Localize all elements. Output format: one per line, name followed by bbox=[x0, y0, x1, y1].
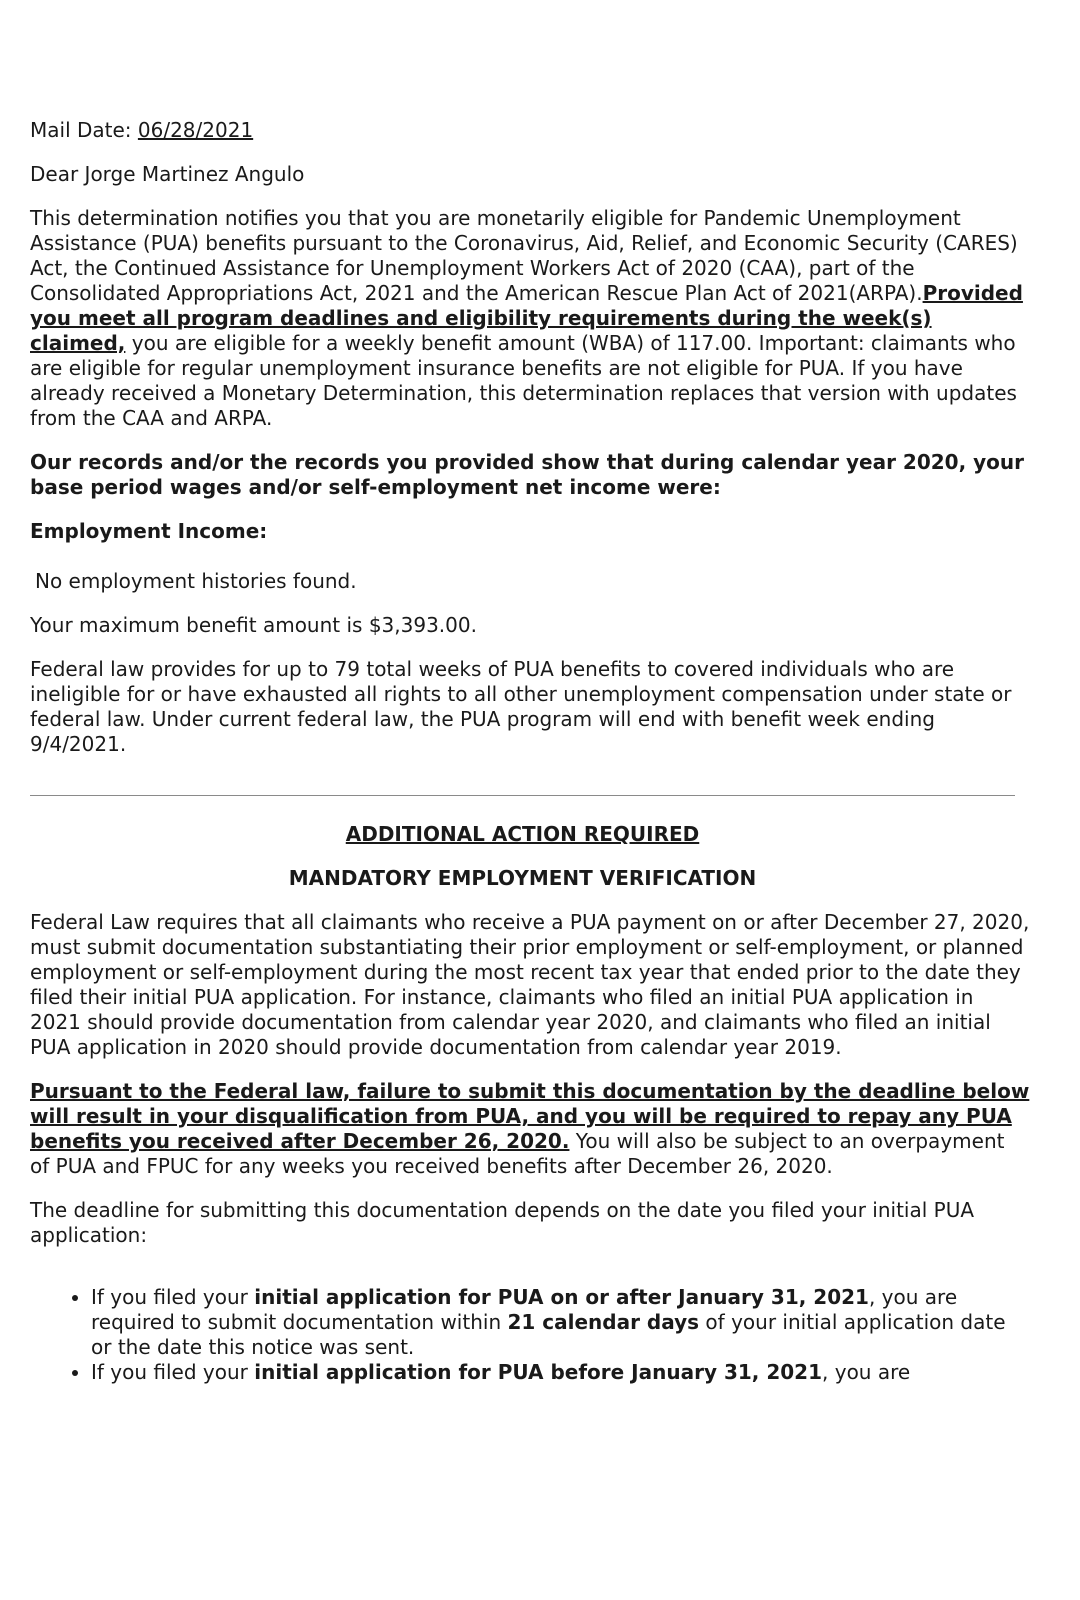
deadline-bullet-list bbox=[30, 1285, 1030, 1385]
bullet-text-bold-2: 21 calendar days bbox=[507, 1310, 700, 1334]
employment-income-heading: Employment Income: bbox=[30, 519, 268, 543]
deadline-bullet bbox=[91, 1360, 1030, 1385]
federal-law-weeks-paragraph: Federal law provides for up to 79 total weeks of PUA benefits to covered individuals who are ineligible for or have exhausted all rights to all other unemployment compensation under state or federal law. Under current federal law, the PUA program will end with benefit week ending 9/4/2021. bbox=[30, 657, 1012, 756]
bullet-text-bold: initial application for PUA before January 31, 2021 bbox=[254, 1360, 823, 1384]
disqualification-warning-paragraph bbox=[30, 1079, 1030, 1179]
deadline-bullet bbox=[91, 1285, 1030, 1360]
determination-emphasis: Provided you meet all program deadlines and eligibility requirements during the week(s) claimed, bbox=[30, 281, 1023, 355]
bullet-text-post: of your initial application date or the date this notice was sent. bbox=[91, 1310, 1006, 1359]
salutation: Dear Jorge Martinez Angulo bbox=[30, 162, 305, 186]
no-employment-histories: No employment histories found. bbox=[35, 569, 357, 593]
notice-document bbox=[30, 118, 1030, 1385]
determination-text-1: This determination notifies you that you are monetarily eligible for Pandemic Unemployment Assistance (PUA) benefits pursuant to the Coronavirus, Aid, Relief, and Economic Security (CARES) Act, the Continued Assistance for Unemployment Workers Act of 2020 (CAA), part of the Consolidated Appropriations Act, 2021 and the American Rescue Plan Act of 2021(ARPA). bbox=[30, 206, 1018, 305]
bullet-text-pre: If you filed your bbox=[91, 1285, 255, 1309]
warning-emphasis: Pursuant to the Federal law, failure to submit this documentation by the deadline below will result in your disqualification from PUA, and you will be required to repay any PUA benefits you received after December 26, 2020. bbox=[30, 1079, 1030, 1153]
max-benefit-amount: Your maximum benefit amount is $3,393.00. bbox=[30, 613, 477, 637]
mail-date-line bbox=[30, 118, 1030, 143]
verification-requirement-paragraph: Federal Law requires that all claimants who receive a PUA payment on or after December 27, 2020, must submit documentation substantiating their prior employment or self-employment, or planned employment or self-employment during the most recent tax year that ended prior to the date they filed their initial PUA application. For instance, claimants who filed an initial PUA application in 2021 should provide documentation from calendar year 2020, and claimants who filed an initial PUA application in 2020 should provide documentation from calendar year 2019. bbox=[30, 910, 1030, 1059]
section-divider bbox=[30, 795, 1015, 796]
bullet-text-mid: , you are bbox=[822, 1360, 911, 1384]
records-heading: Our records and/or the records you provided show that during calendar year 2020, your base period wages and/or self-employment net income were: bbox=[30, 450, 1025, 499]
determination-text-2: you are eligible for a weekly benefit amount (WBA) of 117.00. Important: claimants who are eligible for regular unemployment insurance benefits are not eligible for PUA. If you have already received a Monetary Determination, this determination replaces that version with updates from the CAA and ARPA. bbox=[30, 331, 1017, 430]
additional-action-title: ADDITIONAL ACTION REQUIRED bbox=[345, 822, 700, 846]
bullet-text-pre: If you filed your bbox=[91, 1360, 255, 1384]
mandatory-verification-subtitle: MANDATORY EMPLOYMENT VERIFICATION bbox=[288, 866, 757, 890]
bullet-text-mid: , you are required to submit documentation within bbox=[91, 1285, 958, 1334]
bullet-text-bold: initial application for PUA on or after January 31, 2021 bbox=[254, 1285, 869, 1309]
mail-date-label: Mail Date: bbox=[30, 118, 132, 142]
warning-rest: You will also be subject to an overpayment of PUA and FPUC for any weeks you received benefits after December 26, 2020. bbox=[30, 1129, 1005, 1178]
determination-paragraph bbox=[30, 206, 1030, 431]
mail-date-value: 06/28/2021 bbox=[137, 118, 254, 142]
deadline-intro: The deadline for submitting this documentation depends on the date you filed your initial PUA application: bbox=[30, 1198, 975, 1247]
